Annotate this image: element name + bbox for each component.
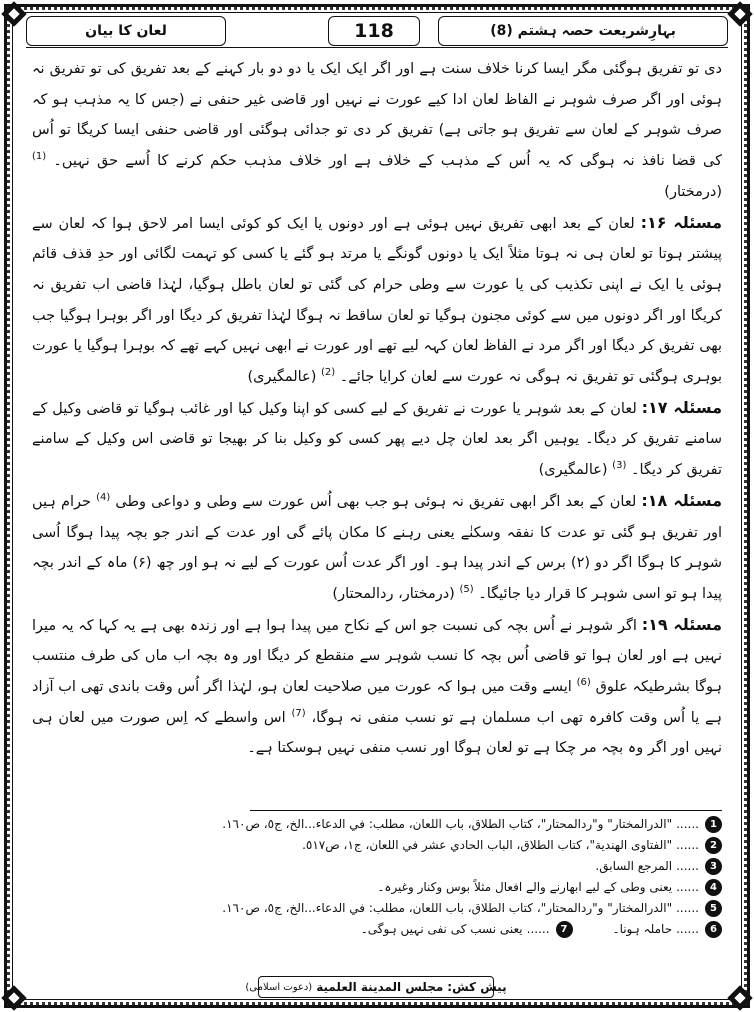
- page-number: 118: [328, 16, 420, 46]
- masala-18: [32, 486, 722, 610]
- footer-label: پیش کش:: [447, 980, 507, 994]
- footnote-divider: [250, 810, 722, 811]
- footnote-text: یعنی وطی کے لیے ابھارنے والے افعال مثلاً بوس وکنار وغیرہ۔: [377, 880, 673, 894]
- footnote-number: 7: [556, 921, 573, 938]
- reference: (عالمگیری): [538, 462, 608, 479]
- masala-text: حرام ہیں اور تفریق ہو گئی تو عدت کا نفقہ وسکنٰے یعنی رہنے کا مکان پائے گی اور عدت کے اندر جو بچہ پیدا ہوگا اُسی شوہر کا ہوگا اگر دو (۲) برس کے اندر پیدا ہو۔ اور اگر عدت اُس عورت کے لیے نہ ہو اور چھ (۶) ماہ کے اندر بچہ پیدا ہو تو اسی شوہر کا قرار دیا جائیگا۔: [32, 493, 722, 602]
- masala-16: [32, 208, 722, 393]
- footnotes: [70, 814, 722, 964]
- masala-text: لعان کے بعد اگر ابھی تفریق نہ ہوئی ہو جب بھی اُس عورت سے وطی و دواعی وطی: [115, 493, 637, 510]
- footnote: [70, 814, 722, 835]
- main-text: [32, 54, 722, 806]
- footnote-leader: ......: [526, 922, 550, 936]
- footnote-text: حاملہ ہونا۔: [612, 922, 673, 936]
- masala-text: اس واسطے کہ اِس صورت میں لعان ہی نہیں اور اگر وہ بچہ مر چکا ہے تو لعان ہوگا اور نسب منفی نہیں ہوسکتا ہے۔: [32, 709, 722, 757]
- footnote-marker: (1): [32, 151, 47, 163]
- footnote-text: یعنی نسب کی نفی نہیں ہوگی۔: [360, 922, 523, 936]
- footnote-leader: ......: [676, 922, 699, 936]
- footnote: [70, 919, 722, 940]
- footnote-leader: ......: [676, 817, 699, 831]
- footnote: [70, 877, 722, 898]
- publisher-footer: [245, 976, 507, 998]
- footnote-text: "الدرالمختار" و"ردالمحتار"، كتاب الطلاق، باب اللعان، مطلب: في الدعاء...الخ، ج٥، ص١٦٠.: [222, 817, 673, 831]
- footnote-number: 3: [705, 858, 722, 875]
- masala-17: [32, 393, 722, 486]
- footnote: [70, 835, 722, 856]
- publisher-name: مجلس المدينة العلمية: [316, 980, 444, 994]
- masala-label: مسئلہ ۱۸:: [641, 490, 722, 510]
- footnote-number: 6: [705, 921, 722, 938]
- reference: (درمختار): [664, 183, 722, 200]
- masala-label: مسئلہ ۱۶:: [640, 212, 722, 232]
- footnote: [70, 898, 722, 919]
- footnote-text: "الفتاوى الهندية"، كتاب الطلاق، الباب الحادي عشر في اللعان، ج١، ص٥١٧.: [302, 838, 673, 852]
- footnote-leader: ......: [676, 880, 699, 894]
- footnote-number: 4: [705, 879, 722, 896]
- footnote-number: 1: [705, 816, 722, 833]
- book-title: بہارِشریعت حصہ ہشتم (8): [438, 16, 728, 46]
- paragraph: [32, 54, 722, 208]
- masala-19: [32, 610, 722, 765]
- footnote-text: المرجع السابق.: [595, 859, 673, 873]
- footnote-number: 5: [705, 900, 722, 917]
- footnote-number: 2: [705, 837, 722, 854]
- masala-text: لعان کے بعد ابھی تفریق نہیں ہوئی ہے اور دونوں یا ایک کو کوئی ایسا امر لاحق ہوا کہ لعان سے پیشتر ہوتا تو لعان ہی نہ ہوتا مثلاً ایک یا دونوں گونگے یا مرتد ہو گئے یا کسی کو تہمت لگائی اور حدِ قذف قائم ہوئی یا ایک نے اپنی تکذیب کی یا عورت سے وطی حرام کی گئی تو لعان باطل ہوگیا، لہٰذا قاضی اب تفریق نہ کریگا اور اگر دونوں میں سے کوئی مجنون ہوگیا تو لعان ساقط نہ ہوگا لہٰذا تفریق کر دیگا اور اگر بوہرا ہوگیا جب بھی تفریق کر دیگا اور اگر مرد نے الفاظ لعان کہہ لیے تھے اور عورت نے ابھی نہیں کہے تھے کہ بوہرا ہوگیا یا عورت بوہری ہوگئی تو تفریق نہ ہوگی نہ عورت سے لعان کرایا جائے۔: [32, 215, 722, 386]
- masala-text: ایسے وقت میں ہوا کہ عورت میں صلاحیت لعان ہو، لہٰذا اگر اُس وقت باندی تھی اب آزاد ہے یا اُس وقت کافرہ تھی اب مسلمان ہے تو نسب منفی نہ ہوگا،: [32, 679, 722, 726]
- footnote: [70, 856, 722, 877]
- page-header: [26, 16, 728, 46]
- footnote-leader: ......: [676, 901, 699, 915]
- footnote-text: "الدرالمختار" و"ردالمحتار"، كتاب الطلاق، باب اللعان، مطلب: في الدعاء...الخ، ج٥، ص١٦٠.: [222, 901, 673, 915]
- footnote-marker: (5): [459, 584, 474, 596]
- footnote-leader: ......: [676, 838, 699, 852]
- footnote-marker: (4): [96, 492, 111, 504]
- reference: (درمختار، ردالمحتار): [332, 585, 455, 602]
- footnote-leader: ......: [676, 859, 699, 873]
- footnote-marker: (7): [291, 707, 306, 719]
- footnote-marker: (3): [612, 460, 627, 472]
- footnote-marker: (6): [576, 677, 591, 689]
- publisher-subtitle: (دعوت اسلامی): [245, 981, 313, 993]
- footnote: [361, 919, 573, 940]
- masala-text: لعان کے بعد شوہر یا عورت نے تفریق کے لیے کسی کو اپنا وکیل کیا اور غائب ہوگیا تو قاضی وکیل کے سامنے تفریق کر دیگا۔ یوہیں اگر بعد لعان چل دیے پھر کسی کو وکیل بنا کر بھیجا تو قاضی اس وکیل کے سامنے تفریق کر دیگا۔: [32, 400, 722, 479]
- footnote-marker: (2): [320, 367, 336, 379]
- paragraph-text: دی تو تفریق ہوگئی مگر ایسا کرنا خلاف سنت ہے اور اگر ایک ایک یا دو دو بار کہنے کے بعد تفریق کی تو تفریق نہ ہوئی اور اگر صرف شوہر نے الفاظ لعان ادا کیے عورت نے نہیں اور قاضی غیر حنفی نے (جس کا یہ مذہب ہو کہ صرف شوہر کے لعان سے تفریق ہو جاتی ہے) تفریق کر دی تو جدائی ہوگئی اور قاضی حنفی ایسا کریگا تو اُس کی قضا نافذ نہ ہوگی کہ یہ اُس کے مذہب کے خلاف ہے اور خلاف مذہب حکم کرنے کا اُسے حق نہیں۔: [32, 61, 722, 170]
- masala-label: مسئلہ ۱۷:: [641, 397, 722, 417]
- masala-text: اگر شوہر نے اُس بچہ کی نسبت جو اس کے نکاح میں پیدا ہوا ہے اور زندہ بھی ہے یہ کہا کہ یہ میرا نہیں ہے اور لعان ہوا تو قاضی اُس بچہ کا نسب شوہر سے منقطع کر دیگا اور وہ بچہ اب ماں کی طرف منتسب ہوگا بشرطیکہ علوق: [32, 617, 722, 696]
- chapter-title: لعان کا بیان: [26, 16, 226, 46]
- header-divider: [26, 47, 728, 48]
- reference: (عالمگیری): [247, 369, 317, 386]
- masala-label: مسئلہ ۱۹:: [641, 614, 722, 634]
